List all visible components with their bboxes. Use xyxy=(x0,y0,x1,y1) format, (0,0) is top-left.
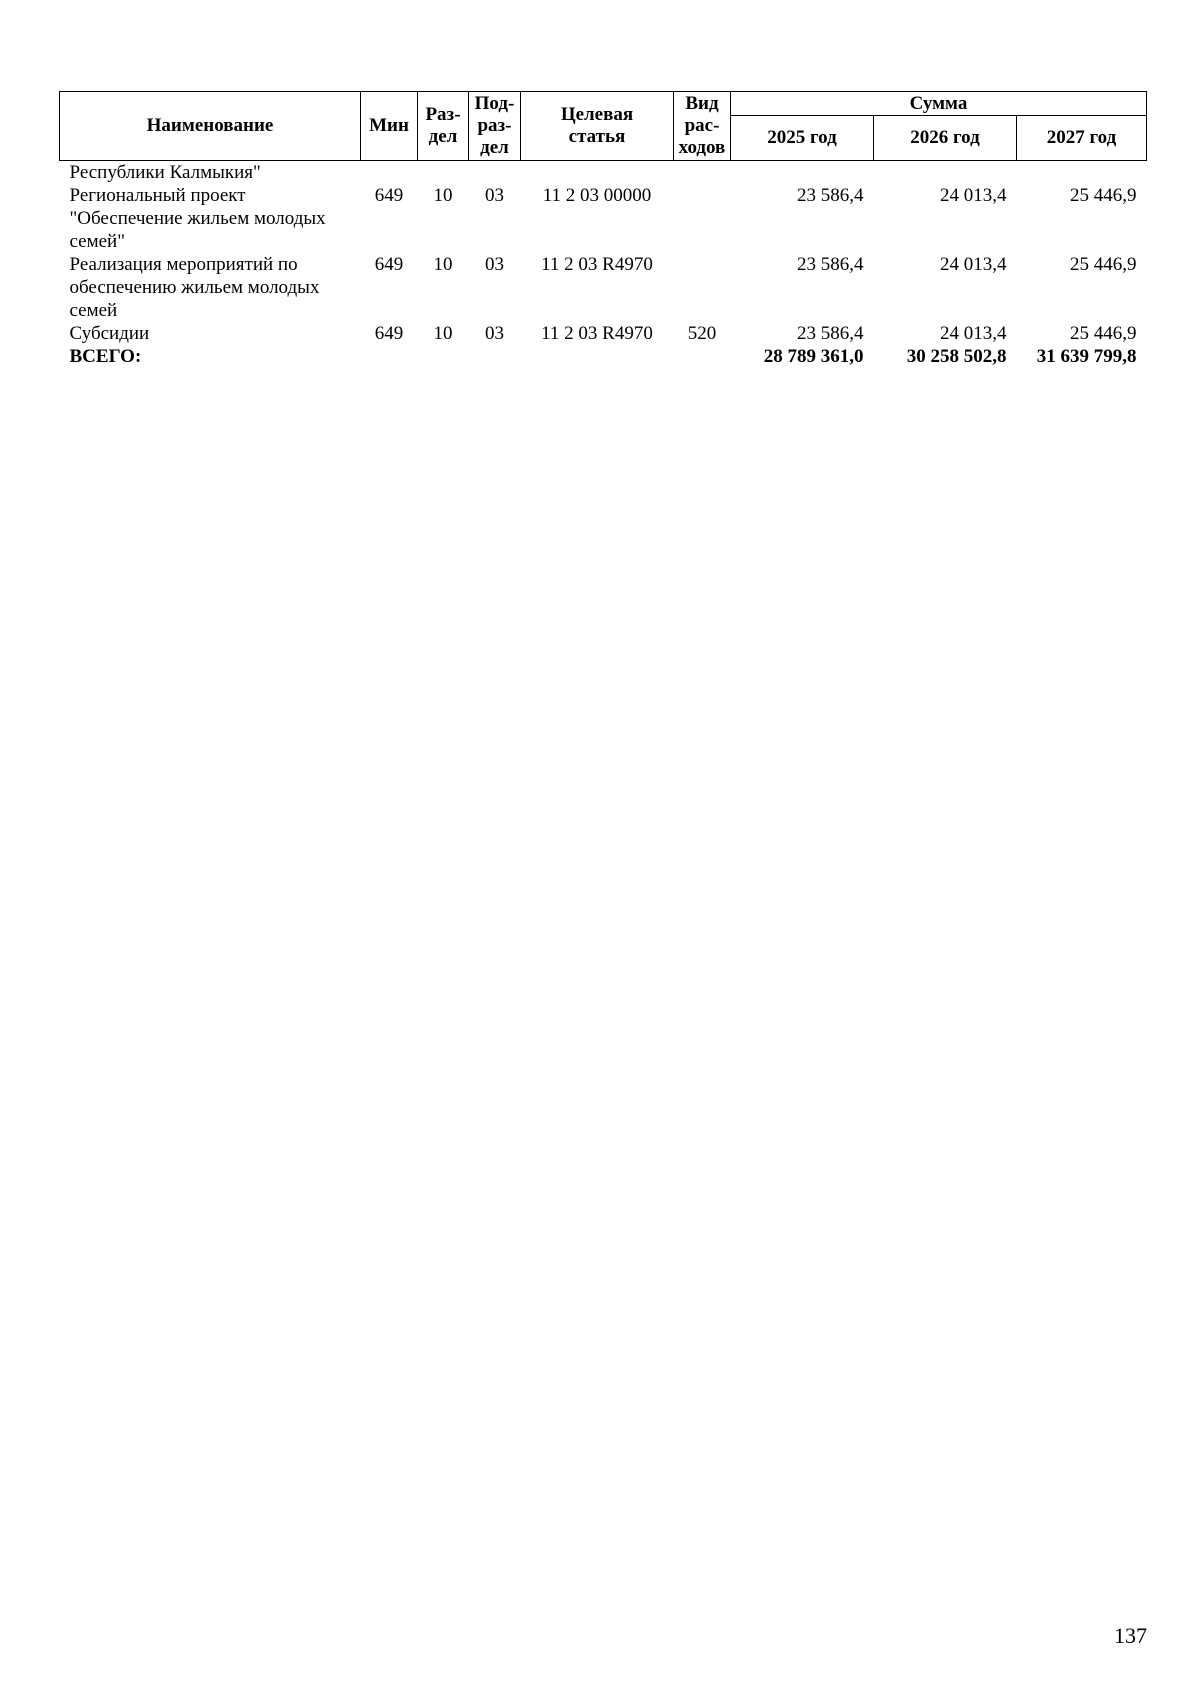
cell-min: 649 xyxy=(374,185,404,206)
header-min: Мин xyxy=(361,92,418,161)
header-year-2025: 2025 год xyxy=(731,116,874,161)
cell-2027: 25 446,9 xyxy=(1070,254,1137,275)
cell-name: Республики Калмыкия" xyxy=(69,162,261,183)
cell-razdel xyxy=(418,161,469,185)
cell-name: Субсидии xyxy=(69,323,150,344)
cell-podrazdel: 03 xyxy=(485,254,504,275)
cell-2025: 23 586,4 xyxy=(797,254,864,275)
cell-2025: 23 586,4 xyxy=(797,323,864,344)
cell-2026: 24 013,4 xyxy=(940,185,1007,206)
cell-empty xyxy=(361,345,418,368)
table-body xyxy=(60,161,1147,369)
cell-celevaya: 11 2 03 R4970 xyxy=(541,254,653,275)
cell-empty xyxy=(469,345,521,368)
cell-vid: 520 xyxy=(687,323,717,344)
total-label: ВСЕГО: xyxy=(69,346,142,367)
page-number: 137 xyxy=(1114,1623,1147,1648)
table-row xyxy=(60,161,1147,185)
header-celevaya: Целевая статья xyxy=(521,92,674,161)
cell-podrazdel: 03 xyxy=(485,185,504,206)
header-razdel: Раз- дел xyxy=(418,92,469,161)
cell-2026 xyxy=(874,161,1017,185)
cell-empty xyxy=(521,345,674,368)
cell-vid xyxy=(674,161,731,185)
total-2025: 28 789 361,0 xyxy=(763,346,864,367)
cell-razdel: 10 xyxy=(433,254,453,275)
cell-vid xyxy=(674,253,731,322)
table-row xyxy=(60,184,1147,253)
cell-2026: 24 013,4 xyxy=(940,254,1007,275)
cell-podrazdel xyxy=(469,161,521,185)
table-row xyxy=(60,253,1147,322)
total-2027: 31 639 799,8 xyxy=(1036,346,1137,367)
header-year-2026: 2026 год xyxy=(874,116,1017,161)
cell-min xyxy=(361,161,418,185)
cell-celevaya: 11 2 03 00000 xyxy=(542,185,652,206)
cell-2027: 25 446,9 xyxy=(1070,185,1137,206)
header-year-2027: 2027 год xyxy=(1017,116,1147,161)
cell-2025 xyxy=(731,161,874,185)
header-summa: Сумма xyxy=(731,92,1147,116)
cell-razdel: 10 xyxy=(433,185,453,206)
cell-celevaya xyxy=(521,161,674,185)
cell-celevaya: 11 2 03 R4970 xyxy=(541,323,653,344)
cell-empty xyxy=(674,345,731,368)
budget-table xyxy=(59,91,1147,368)
cell-min: 649 xyxy=(374,254,404,275)
cell-name: Региональный проект "Обеспечение жильем молодых семей" xyxy=(69,185,326,252)
cell-2026: 24 013,4 xyxy=(940,323,1007,344)
table-row xyxy=(60,322,1147,345)
cell-name: Реализация мероприятий по обеспечению жильем молодых семей xyxy=(69,254,320,321)
cell-2025: 23 586,4 xyxy=(797,185,864,206)
header-podrazdel: Под- раз- дел xyxy=(469,92,521,161)
cell-razdel: 10 xyxy=(433,323,453,344)
total-2026: 30 258 502,8 xyxy=(906,346,1007,367)
cell-vid xyxy=(674,184,731,253)
cell-2027 xyxy=(1017,161,1147,185)
cell-empty xyxy=(418,345,469,368)
cell-2027: 25 446,9 xyxy=(1070,323,1137,344)
total-row xyxy=(60,345,1147,368)
cell-podrazdel: 03 xyxy=(485,323,504,344)
header-vid: Вид рас- ходов xyxy=(674,92,731,161)
cell-min: 649 xyxy=(374,323,404,344)
table-header xyxy=(60,92,1147,161)
header-name: Наименование xyxy=(60,92,361,161)
